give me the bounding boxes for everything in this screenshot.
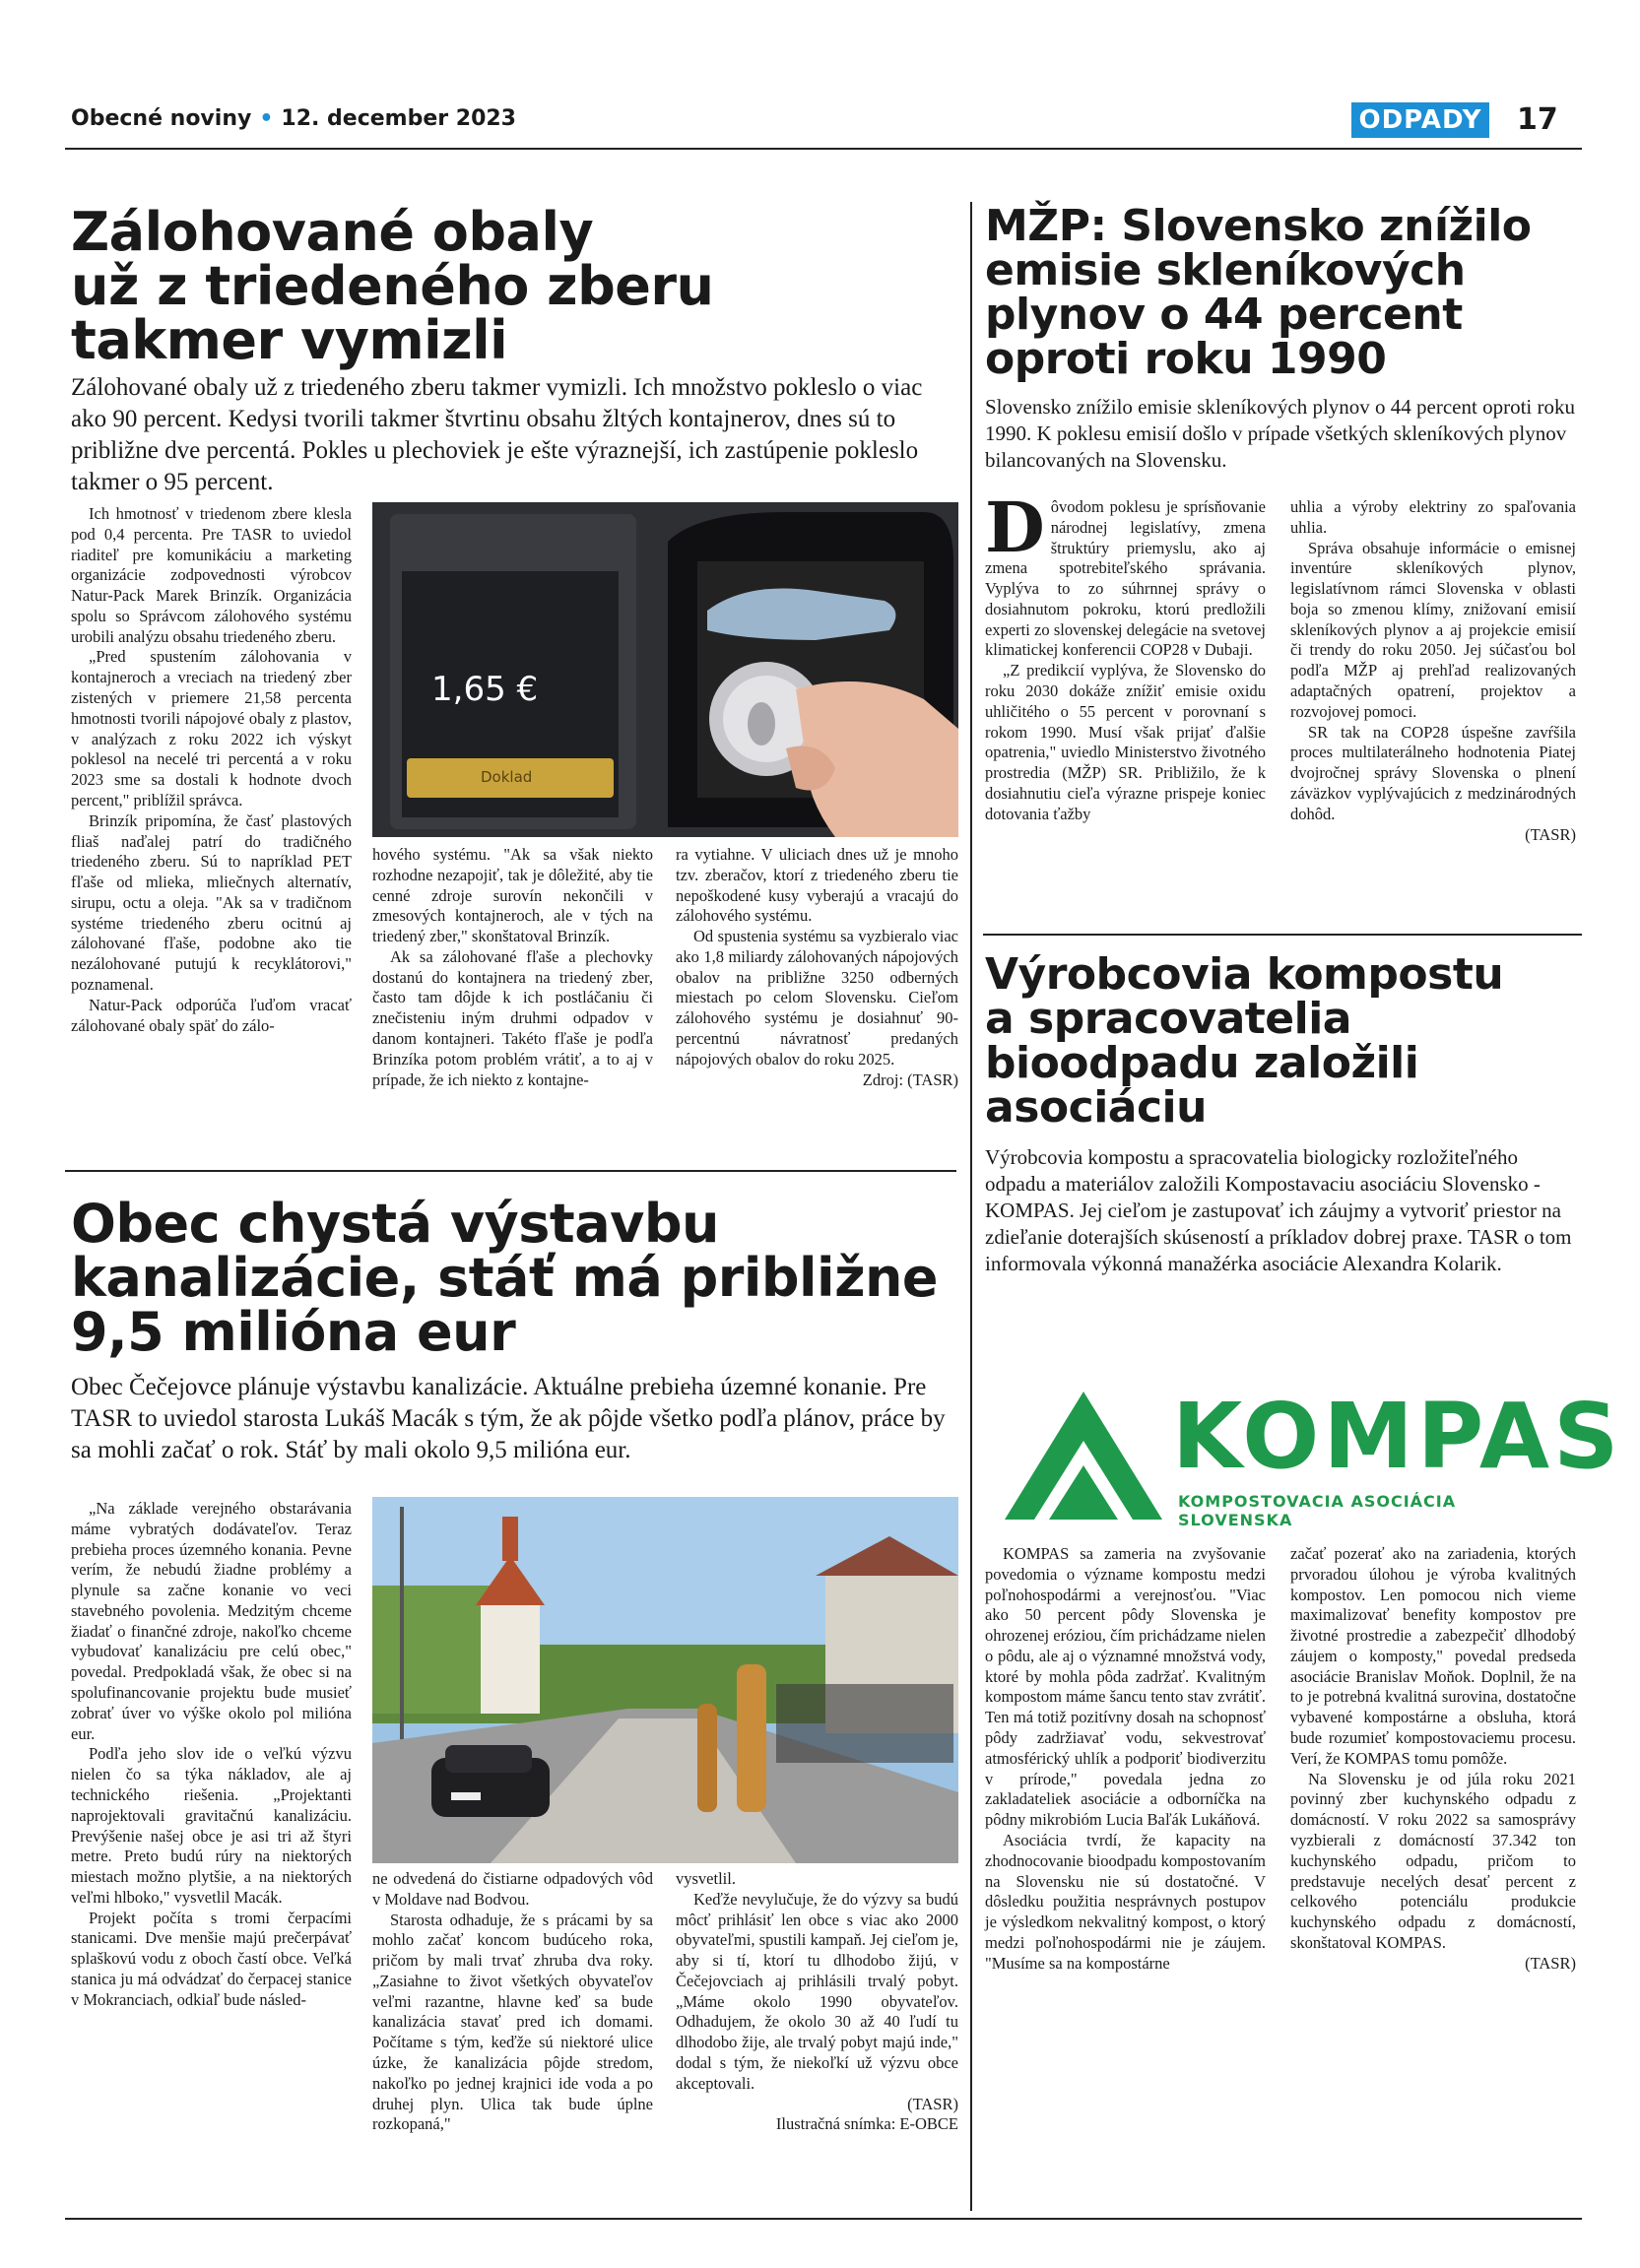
paragraph: Brinzík pripomína, že časť plastových fliaš naďalej patrí do tradičného triedeného zberu. Sú to napríklad PET fľaše od mlieka, mliečnych alternatív, sirupu, octu a oleja. "Ak sa v tradičnom systéme triedeného zberu ocitnú aj zálohované fľaše, podobne ako tie nezálohované putujú k recyklátorovi," poznamenal. (71, 810, 352, 994)
article1-headline (71, 201, 957, 372)
page-number: 17 (1517, 102, 1558, 137)
paragraph: Na Slovensku je od júla roku 2021 povinný zber kuchynského odpadu z domácností. V roku 2022 sa samosprávy vyzbierali z domácností 37.342 ton kuchynského odpadu, pričom to predstavuje necelých desať percent z celkového potenciálu produkcie kuchynského odpadu z domácností, skonštatoval KOMPAS. (1290, 1769, 1576, 1952)
headline-line: a spracovatelia (985, 993, 1351, 1044)
village-illustration (372, 1497, 958, 1863)
paragraph: Asociácia tvrdí, že kapacity na zhodnocovanie bioodpadu kompostovaním na Slovensku nie sú dostatočné. V dôsledku použitia nesprávnych postupov je výsledkom nekvalitný kompost, o ktorý medzi poľnohospodármi nie je záujem. "Musíme sa na kompostárne (985, 1830, 1266, 1973)
paragraph: „Z predikcií vyplýva, že Slovensko do roku 2030 dokáže znížiť emisie oxidu uhličitého o 55 percent v porovnaní s rokom 1990. Musí však prijať ďalšie opatrenia," uviedlo Ministerstvo životného prostredia (MŽP) SR. Približilo, že k dosiahnutiu cieľa výrazne prispeje koniec dotovania ťažby (985, 661, 1266, 823)
headline-line: oproti roku 1990 (985, 333, 1387, 384)
paragraph: Starosta odhaduje, že s prácami by sa mohlo začať koncom budúceho roka, pričom by mali trvať zhruba dva roky. „Zasiahne to život všetkých obyvateľov veľmi razantne, hlavne keď sa bude kanalizácia stavať pred ich domami. Počítame s tým, keďže sú niektoré ulice úzke, že kanalizácia pôjde stredom, nakoľko po jednej krajnici ide voda a po druhej plyn. Ulica tak bude úplne rozkopaná," (372, 1910, 653, 2134)
headline-line: Obec chystá výstavbu (71, 1193, 719, 1255)
headline-line: plynov o 44 percent (985, 289, 1463, 340)
paragraph: vysvetlil. (676, 1869, 736, 1888)
bottom-rule (65, 2218, 1582, 2220)
paragraph: Podľa jeho slov ide o veľkú výzvu nielen čo sa týka nákladov, ale aj technického riešenia. „Projektanti naprojektovali gravitačnú kanalizáciu. Prevýšenie našej obce je asi tri až štyri metre. Preto budú rúry na niektorých miestach možno plytšie, a na niektorých veľmi hlboko," vysvetlil Macák. (71, 1744, 352, 1907)
deposit-machine-photo (372, 502, 958, 837)
paper-name: Obecné noviny (71, 106, 252, 131)
receipt-button: Doklad (481, 768, 533, 786)
article4-column-2 (1290, 1544, 1576, 1974)
article3-column-1 (985, 486, 1266, 825)
paragraph: ra vytiahne. V uliciach dnes už je mnoho tzv. zberačov, ktorí z triedeného zberu tie nepoškodené kusy vyberajú a vracajú do zálohového systému. (676, 845, 958, 926)
paragraph: Keďže nevylučuje, že do výzvy sa budú môcť prihlásiť len obce s viac ako 2000 obyvateľmi, spustili kampaň. Jej cieľom je, aby si tí, ktorí tu dlhodobo žijú, v Čečejovciach aj prihlásili trvalý pobyt. „Máme okolo 1990 obyvateľov. Odhadujem, že okolo 30 až 40 ľudí tu dlhodobo žije, ale trvalý pobyt majú inde," dodal s tým, že niekoľkí už výzvu obce akceptovali. (676, 1889, 958, 2093)
price-display: 1,65 € (431, 670, 539, 709)
headline-line: kanalizácie, stáť má približne (71, 1247, 939, 1310)
top-rule (65, 148, 1582, 150)
right-section-divider (983, 934, 1582, 936)
headline-line: MŽP: Slovensko znížilo (985, 201, 1532, 251)
article2-column-1 (71, 1499, 352, 2011)
headline-line: asociáciu (985, 1081, 1207, 1133)
paragraph: Projekt počíta s tromi čerpacími stanicami. Dve menšie majú prečerpávať splaškovú vodu z oboch častí obce. Veľká stanica ju má odvádzať do čerpacej stanice v Mokranciach, odkiaľ bude násled- (71, 1908, 352, 2009)
paragraph: uhlia a výroby elektriny zo spaľovania uhlia. (1290, 497, 1576, 537)
left-section-divider (65, 1170, 956, 1172)
kompas-logo (995, 1372, 1623, 1529)
paragraph: začať pozerať ako na zariadenia, ktorých prvoradou úlohou je výroba kvalitných kompostov. Len pomocou nich vieme maximalizovať benefity kompostov pre životné prostredie a zabezpečiť dlhodobý záujem o komposty," povedal predseda asociácie Branislav Moňok. Doplnil, že na to je potrebná kvalitná surovina, dostatočne vybavené kompostárne a obsluha, ktorá bude rozumieť kompostovaciemu procesu. Verí, že KOMPAS tomu pomôže. (1290, 1544, 1576, 1768)
headline-line: 9,5 milióna eur (71, 1301, 516, 1364)
kompas-wordmark: KOMPAS (1172, 1384, 1623, 1489)
paragraph: Od spustenia systému sa vyzbieralo viac ako 1,8 miliardy zálohovaných nápojových obalov na približne 3250 odberných miestach po celom Slovensku. Cieľom zálohového systému je dosiahnuť 90-percentnú návratnosť predaných nápojových obalov do roku 2025. (676, 927, 958, 1069)
column-divider (970, 202, 972, 2211)
village-street-photo (372, 1497, 958, 1863)
article4-headline (985, 949, 1581, 1133)
kompas-subtitle: KOMPOSTOVACIA ASOCIÁCIA SLOVENSKA (1178, 1492, 1457, 1529)
article3-lead: Slovensko znížilo emisie skleníkových plynov o 44 percent oproti roku 1990. K poklesu emisií došlo v prípade všetkých skleníkových plynov bilancovaných na Slovensku. (985, 395, 1575, 472)
article1-column-2 (372, 845, 653, 1090)
headline-line: Zálohované obaly (71, 201, 594, 263)
article4-lead: Výrobcovia kompostu a spracovatelia biologicky rozložiteľného odpadu a materiálov založili Kompostavaciu asociáciu Slovensko - KOMPAS. Jej cieľom je zastupovať ich záujmy a vytvoriť priestor na zdieľanie doterajších skúseností a príkladov dobrej praxe. TASR o tom informovala výkonná manažérka asociácie Alexandra Kolarik. (985, 1145, 1572, 1275)
paragraph: KOMPAS sa zameria na zvyšovanie povedomia o význame kompostu medzi poľnohospodármi a verejnosťou. "Viac ako 50 percent pôdy Slovenska je ohrozenej eróziou, čím prichádzame nielen o pôdu, ale aj o významné množstvá vody, ktoré by mohla pôda zadržať. Kvalitným kompostom máme šancu tento stav zvrátiť. Ten má totiž pozitívny dosah na schopnosť pôdy zadržiavať vodu, sekvestrovať atmosférický uhlík a podporiť biodiverzitu v prírode," povedala jedna zo zakladateliek asociácie a odborníčka na pôdny mikrobióm Lucia Baľák Lukáňová. (985, 1544, 1266, 1830)
headline-line: Výrobcovia kompostu (985, 949, 1504, 1000)
article3-headline (985, 201, 1581, 384)
article4-column-1 (985, 1544, 1266, 1974)
paragraph: Natur-Pack odporúča ľuďom vracať zálohované obaly späť do zálo- (71, 995, 352, 1035)
masthead (71, 106, 516, 131)
article2-column-3 (676, 1869, 958, 2135)
headline-line: emisie skleníkových (985, 244, 1466, 295)
paragraph: Ich hmotnosť v triedenom zbere klesla pod 0,4 percenta. Pre TASR to uviedol riaditeľ pre komunikáciu a marketing organizácie zodpovednosti výrobcov Natur-Pack Marek Brinzík. Organizácia spolu so Správcom zálohového systému urobili analýzu obsahu triedeného zberu. (71, 504, 352, 646)
headline-line: už z triedeného zberu (71, 255, 714, 318)
paragraph: Správa obsahuje informácie o emisnej inventúre skleníkových plynov, legislatívnom rámci Slovenska v oblasti boja so zmenou klímy, znižovaní emisií skleníkových plynov a aj projekcie emisií či trendy do roku 2050. Jej súčasťou bol podľa MŽP aj prehľad realizovaných adaptačných opatrení, projektov a rozvojovej pomoci. (1290, 538, 1576, 721)
photo-credit: Ilustračná snímka: E-OBCE (775, 2114, 958, 2134)
paragraph: „Pred spustením zálohovania v kontajneroch a vreciach na triedený zber zistených v priemere 21,58 percenta hmotnosti tvorili nápojové obaly z plastov, v analýzach z roku 2022 ich výskyt poklesol na necelé tri percentá a v roku 2023 sme sa dostali k hodnote dvoch percent," priblížil správca. (71, 647, 352, 810)
paragraph: hového systému. "Ak sa však niekto rozhodne nezapojiť, tak je dôležité, aby tie cenné zdroje surovín nekončili v zmesových kontajneroch, ale v tých na triedený zber," skonštatoval Brinzík. (372, 845, 653, 946)
section-tag: ODPADY (1351, 102, 1489, 138)
headline-line: takmer vymizli (71, 309, 508, 372)
article2-column-2 (372, 1869, 653, 2135)
paragraph: Ak sa zálohované fľaše a plechovky dostanú do kontajnera na triedený zber, často tam dôjde k ich postláčaniu či znečisteniu iným druhmi odpadov v danom kontajneri. Takéto fľaše je podľa Brinzíka potom problém vrátiť, a to aj v prípade, že ich niekto z kontajne- (372, 946, 653, 1089)
article1-column-1 (71, 504, 352, 1036)
article1-credit: Zdroj: (TASR) (862, 1069, 958, 1089)
article1-lead: Zálohované obaly už z triedeného zberu takmer vymizli. Ich množstvo pokleslo o viac ako 90 percent. Kedysi tvorili takmer štvrtinu obsahu žltých kontajnerov, dnes sú to približne dve percentá. Pokles u plechoviek je ešte výraznejší, ich zastúpenie pokleslo takmer o 95 percent. (71, 374, 923, 495)
paragraph: ne odvedená do čistiarne odpadových vôd v Moldave nad Bodvou. (372, 1869, 653, 1909)
headline-line: bioodpadu založili (985, 1037, 1419, 1088)
separator-dot: • (259, 106, 274, 131)
article2-lead: Obec Čečejovce plánuje výstavbu kanalizácie. Aktuálne prebieha územné konanie. Pre TASR to uviedol starosta Lukáš Macák s tým, že ak pôjde všetko podľa plánov, práce by sa mohli začať o rok. Stáť by mali okolo 9,5 milióna eur. (71, 1374, 946, 1463)
paragraph: „Na základe verejného obstarávania máme vybratých dodávateľov. Teraz prebieha proces územného konania. Pevne verím, že nebudú žiadne problémy a plynule sa začne konanie vo veci stavebného povolenia. Medzitým chceme žiadať o finančné zdroje, nakoľko chceme vybudovať kanalizáciu pre celú obec," povedal. Predpokladá však, že obec si na spolufinancovanie projektu bude musieť zobrať úver vo výške okolo pol milióna eur. (71, 1499, 352, 1743)
article2-credit: (TASR) (907, 2094, 958, 2113)
article4-credit: (TASR) (1525, 1953, 1576, 1973)
article2-headline (71, 1193, 962, 1364)
paragraph: ôvodom poklesu je sprísňovanie národnej legislatívy, zmena štruktúry priemyslu, ako aj zmena spotrebiteľského správania. Vyplýva to zo súhrnnej správy o dosiahnutom pokroku, ktorú predložili experti zo slovenskej delegácie na svetovej klimatickej konferencii COP28 v Dubaji. (985, 497, 1266, 660)
issue-date: 12. december 2023 (281, 106, 516, 131)
article1-column-3 (676, 845, 958, 1090)
article3-column-2 (1290, 497, 1576, 845)
drop-cap: D (985, 486, 1045, 568)
article3-credit: (TASR) (1525, 824, 1576, 844)
paragraph: SR tak na COP28 úspešne zavŕšila proces multilaterálneho hodnotenia Piatej dvojročnej správy Slovenska o plnení záväzkov vyplývajúcich z medzinárodných dohôd. (1290, 722, 1576, 823)
